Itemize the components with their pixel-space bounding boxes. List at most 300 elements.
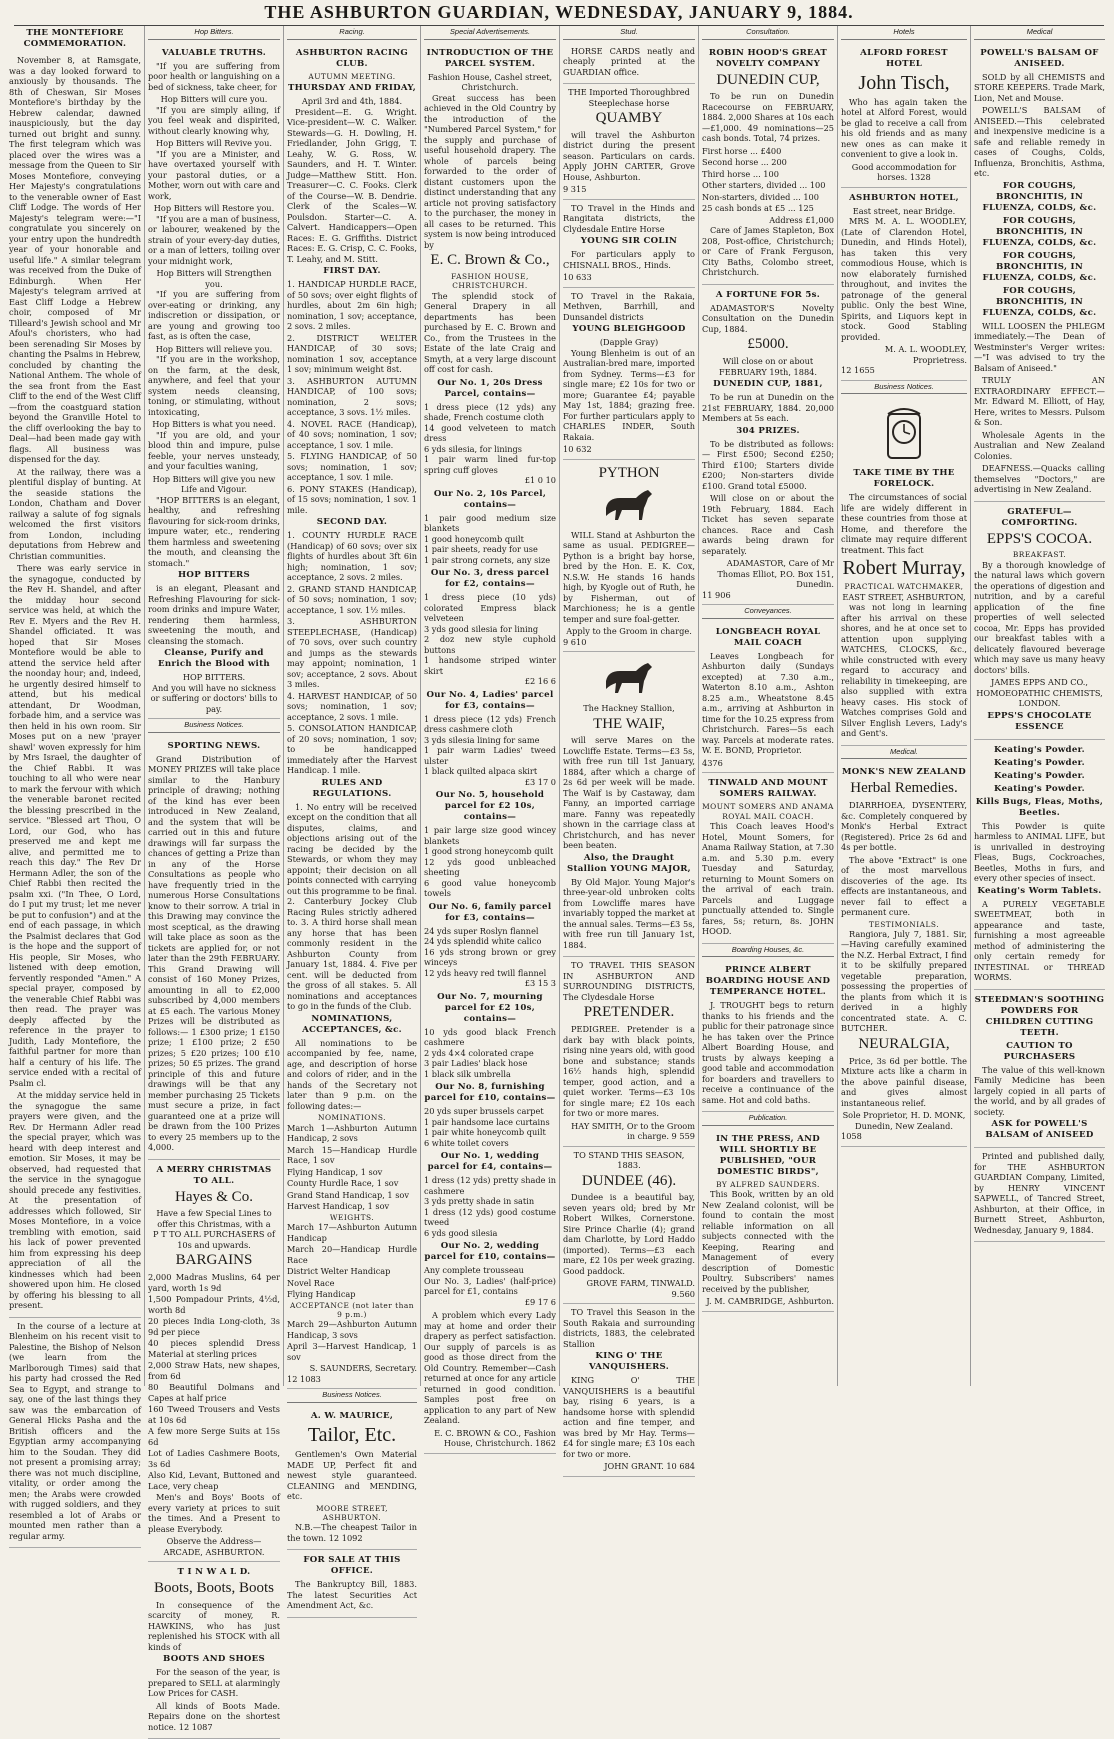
nomination-entry: County Hurdle Race, 1 sov	[287, 1178, 399, 1189]
ad-line: This Coach leaves Hood's Hotel, Mount Somers, for Anama Railway Station, at 7.30 a.m. and 5.30 p.m. every Tuesday and Saturday, returning to Mount Somers on the arrival of each train. Parcels and Luggage punctually attended to. Single fares, 5s; return, 8s. JOHN HOOD.	[702, 821, 834, 937]
ad-title: KING O' THE VANQUISHERS.	[588, 1351, 670, 1373]
ad-line: (Dapple Gray)	[599, 337, 659, 348]
ad-title: YOUNG BLEIGHGOOD	[572, 324, 686, 335]
ad-line: Hop Bitters is what you need.	[152, 419, 276, 430]
vanquishers-ad	[563, 1304, 695, 1477]
masthead-title: THE ASHBURTON GUARDIAN, WEDNESDAY, JANUARY 9, 1884.	[264, 2, 854, 22]
parcel-total: £9 17 6	[524, 1296, 556, 1307]
parcel-offer	[424, 568, 556, 687]
ashburton-hotel-ad	[841, 188, 967, 381]
column-hotels	[838, 26, 971, 1386]
ad-line: DIARRHOEA, DYSENTERY, &c. Completely conquered by Monk's Herbal Extract (Registered). Price 2s 6d and 4s per bottle.	[841, 800, 967, 852]
ad-line: E. C. BROWN & CO., Fashion House, Christchurch. 1862	[434, 1427, 556, 1449]
parcel-item: 24 yds super Roslyn flannel	[424, 925, 539, 936]
parcel-list	[424, 378, 556, 1308]
parcel-offer	[424, 1151, 556, 1238]
ad-line: RULES AND REGULATIONS.	[312, 777, 392, 799]
coach-ad	[702, 622, 834, 774]
ad-line: BREAKFAST.	[1012, 550, 1067, 560]
pretender-ad	[563, 957, 695, 1146]
weights-entry: Flying Handicap	[287, 1289, 356, 1299]
ad-line: GRATEFUL—COMFORTING.	[1001, 506, 1078, 528]
imprint-text: Printed and published daily, for THE ASHBURTON GUARDIAN Company, Limited, by HENRY VINCENT SAPWELL, of Tancred Street, Ashburton, at their Office, in Burnett Street, Ashburton, Wednesday, January 9, 1884.	[974, 1151, 1105, 1235]
ad-line: THE Imported Thoroughbred Steeplechase horse	[568, 87, 690, 108]
ad-title: Tailor, Etc.	[307, 1424, 397, 1447]
ad-line: JOHN GRANT. 10 684	[604, 1461, 695, 1472]
ad-line: is an elegant, Pleasant and Refreshing Flavouring for sick-room drinks and impure Water, rendering them harmless, sweetening the mouth, and cleansing the stomach.	[148, 583, 280, 646]
waif-ad	[563, 652, 695, 957]
ad-line: "HOP BITTERS is an elegant, healthy, and refreshing flavouring for sick-room drinks, impure water, etc., rendering them harmless and sweetening the mouth, and cleansing the stomach."	[148, 494, 280, 568]
parcel-item: 1 handsome striped winter skirt	[424, 655, 556, 676]
parcel-item: 1 dress piece (12 yds) any shade, French costume cloth	[424, 401, 556, 423]
ad-line: HAY SMITH, Or to the Groom in charge. 9 559	[571, 1120, 695, 1142]
nominations-list	[287, 1123, 417, 1212]
parcel-item: 1 black quilted alpaca skirt	[424, 766, 538, 777]
ad-title: LONGBEACH ROYAL MAIL COACH	[715, 626, 821, 648]
ad-line: Will close on or about FEBRUARY 19th, 1884.	[719, 356, 817, 377]
ad-line: will serve Mares on the Lowcliffe Estate. Terms—£3 5s, with free run till 1st January, 1884, after which a charge of 2s 6d per week will be made. The Waif is by Castaway, dam Fanny, an imported carriage mare. Fanny was repeatedly shown in the carriage class at Christchurch, and has never been beaten.	[563, 735, 695, 851]
parcel-item: 3 yds silesia lining for same	[424, 734, 540, 745]
race-entry: 1. COUNTY HURDLE RACE (Handicap) of 60 sovs; over six flights of hurdles about 3ft 6in high; nomination, 1 sov; acceptance, 2 sovs. 2 miles.	[287, 530, 417, 583]
ad-line: Young Blenheim is out of an Australian-bred mare, imported from Sydney. Terms—£3 for single mare; £2 10s for two or more; Guarantee £4; payable May 1st, 1884; grazing free. For further particulars apply to CHARLES INDER, South Rakaia.	[563, 347, 695, 442]
ad-line: WILL LOOSEN the PHLEGM immediately.—The Dean of Westminster's Verger writes:—"I was advised to try the Balsam of Aniseed."	[974, 320, 1105, 373]
tailor-ad	[287, 1406, 417, 1550]
ad-title: ASHBURTON RACING CLUB.	[295, 47, 409, 69]
ad-line: To be distributed as follows:— First £500; Second £250; Third £100; Starters divide £200; Non-starters divide £100. Grand total £5000.	[702, 438, 834, 491]
race-entry: 6. PONY STAKES (Handicap), of 15 sovs; nomination, 1 sov. 1 mile.	[287, 483, 417, 515]
parcel-item: 1 black silk umbrella	[424, 1068, 511, 1079]
ad-line: 1058	[841, 1131, 862, 1142]
ad-line: FOR COUGHS, BRONCHITIS, IN FLUENZA, COLDS, &c.	[982, 250, 1097, 283]
prize-entry: Other starters, divided ... 100	[702, 180, 826, 191]
race-entry: 5. CONSOLATION HANDICAP, of 20 sovs; nomination, 1 sov; to be handicapped immediately after the Harvest Handicap. 1 mile.	[287, 723, 417, 776]
ad-line: A problem which every Lady may at home and order their drapery as perfect satisfaction. Our supply of parcels is as good as those direct from the Old Country. Remember—Cash returned at once for any article returned in good condition. Samples post free on application to any part of New Zealand.	[424, 1310, 556, 1426]
ad-line: MOUNT SOMERS AND ANAMA ROYAL MAIL COACH.	[702, 802, 834, 821]
ad-line: "If you are suffering from poor health or languishing on a bed of sickness, take cheer, for	[148, 60, 280, 92]
ad-line: John Tisch,	[858, 71, 950, 94]
parcel-item: 1 dress piece (12 yds) French dress cashmere cloth	[424, 713, 556, 735]
parcel-item: Any complete trousseau	[424, 1265, 524, 1276]
ad-line: The Hackney Stallion,	[583, 703, 675, 714]
ad-line: Hop Bitters will Restore you.	[153, 203, 275, 214]
parcel-item: 1 good strong honeycomb quilt	[424, 846, 554, 857]
ad-line: AUTUMN MEETING.	[308, 71, 396, 81]
horse-engraving-icon	[598, 659, 660, 699]
race-entry: 5. FLYING HANDICAP, of 50 sovs; nomination, 1 sov; acceptance, 1 sov. 1 mile.	[287, 451, 417, 483]
ad-line: T I N W A L D.	[177, 1567, 251, 1578]
ad-line: BOOTS AND SHOES	[162, 1654, 266, 1665]
bargain-item: 80 Beautiful Dolmans and Capes at half price	[148, 1382, 280, 1403]
ad-title: SPORTING NEWS.	[167, 740, 261, 751]
parcel-item: 6 white toilet covers	[424, 1137, 509, 1148]
nomination-entry: Flying Handicap, 1 sov	[287, 1166, 383, 1177]
tinwald-railway-ad	[702, 773, 834, 943]
ad-line: FOR COUGHS, BRONCHITIS, IN FLUENZA, COLDS, &c.	[982, 215, 1097, 248]
ad-title: ROBIN HOOD'S GREAT NOVELTY COMPANY	[708, 47, 828, 69]
ad-line: DEAFNESS.—Quacks calling themselves "Doctors," are advertising in New Zealand.	[974, 463, 1105, 495]
ad-title: Herbal Remedies.	[850, 780, 958, 797]
parcel-total: £2 16 6	[524, 676, 556, 687]
parcel-item: 1 dress piece (10 yds) colorated Empress black velveteen	[424, 592, 556, 624]
ad-title: TAKE TIME BY THE FORELOCK.	[853, 468, 955, 490]
ad-line: For the season of the year, is prepared to SELL at alarmingly Low Prices for CASH.	[148, 1667, 280, 1699]
watchmaker-ad	[841, 397, 967, 745]
weights-entry: March 17—Ashburton Autumn Handicap	[287, 1222, 417, 1243]
ad-line: DUNEDIN CUP,	[716, 71, 820, 88]
bargain-list	[148, 1272, 280, 1491]
ad-line: PEDIGREE. Pretender is a dark bay with black points, rising nine years old, with good bone and substance; stands 16½ hands high, splendid temper, good action, and a quiet worker. Terms—£3 10s for single mare; £2 10s each for two or more mares.	[563, 1024, 695, 1119]
prize-entry: First horse ... £400	[702, 145, 782, 156]
boots-ad	[148, 1562, 280, 1739]
ad-line: M. A. L. WOODLEY, Proprietress.	[884, 344, 967, 365]
ad-line: J. TROUGHT begs to return thanks to his friends and the public for their patronage since he has taken over the Prince Albert Boarding House, and trusts by always keeping a good table and accommodation for boarders and travellers to receive a continuance of the same. Hot and cold baths.	[702, 1000, 834, 1105]
race-entry: 4. NOVEL RACE (Handicap), of 40 sovs; nomination, 1 sov; acceptance, 1 sov. 1 mile.	[287, 418, 417, 450]
ad-line: Fashion House, Cashel street, Christchurch.	[427, 71, 553, 93]
ad-title: PRETENDER.	[583, 1004, 675, 1021]
ad-line: FOR COUGHS, BRONCHITIS, IN FLUENZA, COLDS, &c.	[982, 180, 1097, 213]
ad-line: ADAMASTOR, Care of Mr Thomas Elliot, P.O. Box 151, Dunedin.	[717, 558, 834, 590]
powell-balsam-ad	[974, 43, 1105, 502]
ad-line: TO STAND THIS SEASON, 1883.	[573, 1149, 685, 1171]
parcel-total: £1 0 10	[524, 475, 556, 486]
parcel-offer	[424, 489, 556, 566]
ad-title: STEEDMAN'S SOOTHING POWDERS FOR CHILDREN CUTTING TEETH.	[974, 994, 1105, 1038]
ad-line: POWELL'S BALSAM of ANISEED.—This celebrated and inexpensive medicine is a safe and reliable remedy in cases of Coughs, Colds, Influenza, Bronchitis, Asthma, etc.	[974, 105, 1105, 179]
bargain-item: 2,000 Straw Hats, new shapes, from 6d	[148, 1360, 280, 1381]
nomination-entry: Harvest Handicap, 1 sov	[287, 1201, 390, 1212]
parcel-item: 1 pair large size good wincey blankets	[424, 825, 556, 846]
parcel-item: 1 pair warm lined fur-top spring cuff gloves	[424, 454, 556, 475]
ad-line: TO Travel in the Hinds and Rangitata districts, the Clydesdale Entire Horse	[563, 202, 695, 234]
prize-entry: Third horse ... 100	[702, 168, 779, 179]
keating-line: Keating's Powder.	[994, 757, 1085, 768]
acceptance-entry: March 29—Ashburton Autumn Handicap, 3 sovs	[287, 1319, 417, 1340]
column-heading: Business Notices.	[287, 1389, 417, 1403]
ad-line: 12 1083	[287, 1373, 321, 1384]
ad-line: 10 632	[563, 444, 592, 455]
parcel-item: 6 yds good silesia	[424, 1227, 498, 1238]
column-heading: Racing.	[287, 26, 417, 40]
parcel-title: Our No. 8, furnishing parcel for £10, contains—	[424, 1082, 556, 1104]
parcel-item: 1 pair sheets, ready for use	[424, 544, 538, 555]
ad-title: VALUABLE TRUTHS.	[161, 47, 267, 58]
ad-line: And you will have no sickness or suffering or doctors' bills to pay.	[150, 682, 278, 714]
parcel-item: 2 yds 4×4 colorated crape	[424, 1047, 534, 1058]
parcel-item: 1 good honeycomb quilt	[424, 533, 524, 544]
sporting-ad	[148, 736, 280, 1160]
column-heading: Medical	[974, 26, 1105, 40]
column-hop-bitters	[145, 26, 284, 1732]
ad-line: Cleanse, Purify and Enrich the Blood with	[158, 648, 270, 670]
nomination-entry: March 15—Handicap Hurdle Race, 1 sov	[287, 1144, 417, 1166]
parcel-item: 1 pair warm Ladies' tweed ulster	[424, 745, 556, 766]
ad-line: Hop Bitters will give you new Life and Vigour.	[152, 473, 276, 495]
parcel-title: Our No. 7, mourning parcel for £2 10s, contains—	[437, 991, 543, 1024]
ad-line: To be run at Dunedin on the 21st FEBRUARY, 1884. 20,000 Members at 5s each.	[702, 392, 834, 424]
parcel-item: 3 yds good silesia for lining	[424, 623, 539, 634]
ad-line: Observe the Address— ARCADE, ASHBURTON.	[163, 1536, 265, 1557]
ad-line: TO Travel this Season in the South Rakaia and surrounding districts, 1883, the celebrated Stallion	[563, 1307, 695, 1349]
ad-line: TO TRAVEL THIS SEASON IN ASHBURTON AND SURROUNDING DISTRICTS, The Clydesdale Horse	[563, 960, 695, 1002]
article-body	[9, 1318, 141, 1549]
monk-remedies-ad	[841, 762, 967, 1146]
horse-engraving-icon	[598, 486, 660, 526]
racing-ad	[287, 43, 417, 1390]
ad-line: President—E. G. Wright. Vice-president—W. C. Walker. Stewards—G. H. Dowling, H. Friedlander, John Grigg, T. Leahy, W. G. Ross, W. Saunders, and H. T. Winter. Judge—Matthew Stitt. Hon. Treasurer—C. C. Fooks. Clerk of the Course—W. B. Dendrie. Clerk of the Scales—W. Poulsdon. Starter—C. A. Calvert. Handicappers—Open Races: E. G. Griffiths. District Races: E. G. Crisp, C. C. Fooks, T. Leahy, and M. Stitt.	[287, 106, 417, 264]
ad-line: THURSDAY AND FRIDAY,	[287, 83, 417, 94]
sir-colin-ad	[563, 200, 695, 288]
ad-line: 304 PRIZES.	[736, 425, 800, 436]
parcel-title: Our No. 3, dress parcel for £2, contains—	[430, 568, 550, 590]
hayes-ad	[148, 1160, 280, 1563]
ad-line: "If you are suffering from over-eating or drinking, any indiscretion or dissipation, or are young and growing too fast, as is often the case,	[148, 289, 280, 342]
ad-title: IN THE PRESS, AND WILL SHORTLY BE PUBLISHED, "OUR DOMESTIC BIRDS",	[715, 1133, 821, 1177]
keating-line: Keating's Powder.	[994, 770, 1085, 781]
parcel-title: Our No. 2, wedding parcel for £10, contains—	[424, 1241, 556, 1263]
column-heading: Hop Bitters.	[148, 26, 280, 40]
parcel-title: Our No. 2, 10s Parcel, contains—	[433, 488, 547, 510]
ad-title: POWELL'S BALSAM OF ANISEED.	[980, 47, 1099, 69]
column-consultation	[699, 26, 838, 1386]
bargain-item: 40 pieces splendid Dress Material at sterling prices	[148, 1338, 280, 1359]
ad-line: Will close on or about the 19th February, 1884. Each Ticket has seven separate chances. Race and Cash awards being drawn for separately.	[702, 493, 834, 556]
column-medical	[971, 26, 1108, 1386]
ad-line: DUNEDIN CUP, 1881,	[713, 379, 823, 390]
ad-line: Hop Bitters will relieve you.	[155, 343, 273, 354]
bargain-item: 2,000 Madras Muslins, 64 per yard, worth 1s 9d	[148, 1272, 280, 1293]
paragraph: In the course of a lecture at Blenheim on his recent visit to Palestine, the Bishop of Nelson (we learn from the Marlborough Times) said that his party had crossed the Red Sea to Egypt, and strange to say, one of the last things they saw was the embarcation of General Hicks Pasha and the British officers and the Egyptian army accompanying him to the Soudan. They did not present a promising array; there was not much discipline, vitality, or order among the men; the Arabs were crowded with rugged soldiers, and they resembled a lot of Arabs or mounted men rather than a regular army.	[9, 1320, 141, 1541]
ad-line: Have a few Special Lines to offer this Christmas, with a	[156, 1208, 272, 1229]
ad-line: Address £1,000	[769, 214, 834, 225]
parcel-item: 3 pair Ladies' black hose	[424, 1058, 528, 1069]
ad-line: "If you are a Minister, and have overtaxed yourself with your pastoral duties, or a Mother, worn out with care and work,	[148, 148, 280, 201]
column-heading: Boarding Houses, &c.	[702, 944, 834, 958]
ad-line: ADAMASTOR'S Novelty Consultation on the Dunedin Cup, 1884.	[702, 302, 834, 334]
hop-bitters-ad	[148, 43, 280, 720]
prize-entry: 25 cash bonds at £5 ... 125	[702, 203, 814, 214]
ad-line: This Powder is quite harmless to ANIMAL LIFE, but is unrivalled in destroying Fleas, Bugs, Cockroaches, Beetles, Moths in furs, and every other species of insect.	[974, 820, 1105, 884]
parcel-item: 16 yds strong brown or grey winceys	[424, 946, 556, 968]
parcel-offer	[424, 902, 556, 989]
ad-line: Robert Murray,	[842, 557, 966, 580]
ad-line: WEIGHTS.	[329, 1212, 375, 1222]
parcel-title: Our No. 5, household parcel for £2 10s, contains—	[435, 790, 545, 823]
ad-line: Care of James Stapleton, Box 208, Post-office, Christchurch; or Care of Frank Ferguson, City Baths, Colombo street, Christchurch.	[702, 225, 834, 278]
column-heading: Publication.	[702, 1112, 834, 1126]
parcel-item: 14 good velveteen to match dress	[424, 422, 556, 444]
ad-line: Good accommodation for horses. 1328	[851, 161, 957, 183]
parcel-item: 1 dress (12 yds) pretty shade in cashmere	[424, 1175, 556, 1196]
ad-line: Hop Bitters will Strengthen you.	[156, 268, 272, 289]
column-heading: Consultation.	[702, 26, 834, 40]
ad-line: MRS M. A. L. WOODLEY, (Late of Clarendon Hotel, Dunedin, and Hinds Hotel), has taken this very commodious House, which is now elaborately furnished throughout, and invites the patronage of the general public. Only the best Wine, Spirits, and Liquors kept in stock. Good Stabling provided.	[841, 216, 967, 342]
parcel-item: 12 yds heavy red twill flannel	[424, 967, 547, 978]
parcel-item: Our No. 3, Ladies' (half-price) parcel for £1, contains	[424, 1275, 556, 1297]
parcel-title: Our No. 1, wedding parcel for £4, contains—	[427, 1151, 553, 1173]
ad-title: Keating's Worm Tablets.	[977, 885, 1102, 896]
ad-title: YOUNG SIR COLIN	[580, 236, 678, 247]
ad-line: Also, the Draught Stallion YOUNG MAJOR,	[567, 852, 691, 874]
paragraph: November 8, at Ramsgate, was a day looked forward to anxiously by thousands. The 8th of Cheswan, Sir Moses Montefiore's birthday by the Hebrew calendar, dawned inauspiciously, but the day turned out bright and sunny. The first telegram which was placed over the wires was a message from the Queen to Sir Moses Montefiore, conveying Her Majesty's congratulations to the venerable owner of East Cliff Lodge. The words of Her Majesty's telegram were:—"I congratulate you sincerely on your entry upon the hundredth year of your honorable and useful life." A similar telegram was received from the Duke of Edinburgh. When Her Majesty's telegram arrived at East Cliff Lodge a Hebrew choir, composed of Mr Tilleard's Jewish school and Mr Afoul's choristers, who had been serenading Sir Moses by chanting the Psalms in Hebrew, concluded by chanting the National Anthem. The whole of the sea front from the East Cliff to the end of the West Cliff—from the coastguard station beyond the Granville Hotel to the cliff overlooking the bay to Deal—had been made gay with flags. All business was dispensed for the day.	[9, 55, 141, 464]
ad-line: Men's and Boys' Boots of every variety at prices to suit the times. And a Present to please Everybody.	[148, 1492, 280, 1534]
ad-title: DUNDEE (46).	[581, 1172, 677, 1189]
column-heading: Hotels	[841, 26, 967, 40]
ad-line: A. W. MAURICE,	[310, 1411, 394, 1422]
ad-line: Price, 3s 6d per bottle. The Mixture acts like a charm in the above painful disease, and gives almost instantaneous relief.	[841, 1055, 967, 1108]
bargain-item: Lot of Ladies Cashmere Boots, 3s 6d	[148, 1448, 280, 1469]
ad-line: 4376	[702, 757, 723, 768]
ad-title: FOR SALE AT THIS OFFICE.	[303, 1555, 401, 1577]
bargain-item: 160 Tweed Trousers and Vests at 10s 6d	[148, 1404, 280, 1425]
ad-line: Leaves Longbeach for Ashburton daily (Sundays excepted) at 7.30 a.m., Waterton 8.10 a.m., Ashton 8.25 a.m., Wheatstone 8.45 a.m., arriving at Ashburton in time for the 10.25 express from Christchurch. Fares—5s each way. Parcels at moderate rates. W. E. BOND, Proprietor.	[702, 650, 834, 756]
ad-line: 1. No entry will be received except on the condition that all disputes, claims, and objections arising out of the racing be decided by the Stewards, or whom they may appoint; their decision on all points connected with carrying out this programme to be final. 2. Canterbury Jockey Club Racing Rules strictly adhered to. 3. A third horse shall mean any horse that has been commonly resident in the Ashburton County from January 1st, 1884. 4. Five per cent. will be deducted from the gross of all stakes. 5. All nominations and acceptances to go in the funds of the Club.	[287, 801, 417, 1012]
parcel-item: 1 pair good medium size blankets	[424, 512, 556, 534]
parcel-item: 1 pair strong cornets, any size	[424, 554, 551, 565]
ad-line: FASHION HOUSE, CHRISTCHURCH.	[451, 271, 529, 291]
ad-line: Hop Bitters will Revive you.	[156, 138, 272, 149]
parcel-item: 20 yds super brussels carpet	[424, 1106, 544, 1117]
ad-line: FOR COUGHS, BRONCHITIS, IN FLUENZA, COLDS, &c.	[982, 285, 1097, 318]
epps-cocoa-ad	[974, 502, 1105, 740]
column-racing	[284, 26, 421, 1611]
keating-line: Keating's Powder.	[994, 783, 1085, 794]
horse-cards-ad	[563, 43, 695, 85]
ad-line: To be run on Dunedin Racecourse on FEBRUARY, 1884. 2,000 Shares at 10s each—£1,000. 49 nominations—25 cash bonds. Total, 74 prizes.	[702, 91, 834, 144]
keatings-powder-ad	[974, 740, 1105, 990]
parcel-system-ad	[424, 43, 556, 1454]
keating-line: Keating's Powder.	[994, 744, 1085, 755]
race-list	[287, 279, 417, 515]
ad-line: For particulars apply to CHISNALL BROS., Hinds.	[563, 249, 695, 270]
ad-line: The splendid stock of General Drapery in all departments has been purchased by E. C. Brown and Co., from the Trustees in the Estate of the late Craig and Smyth, at a very large discount off cost for cash.	[424, 290, 556, 375]
parcel-offer	[424, 690, 556, 788]
ad-title: Boots, Boots, Boots	[153, 1580, 275, 1597]
alford-hotel-ad	[841, 43, 967, 188]
parcel-offer	[424, 378, 556, 486]
bargain-item: A few more Serge Suits at 15s 6d	[148, 1426, 280, 1447]
column-heading: Medical.	[841, 746, 967, 760]
ad-line: Hop Bitters will cure you.	[160, 94, 268, 105]
ad-title: INTRODUCTION OF THE PARCEL SYSTEM.	[426, 47, 554, 69]
ad-line: ASK for POWELL'S BALSAM of ANISEED	[985, 1119, 1094, 1141]
nomination-entry: March 1—Ashburton Autumn Handicap, 2 sovs	[287, 1122, 417, 1144]
ad-line: HOP BITTERS	[177, 570, 251, 581]
ad-line: TESTIMONIALS.	[868, 919, 940, 929]
fortune-ad	[702, 285, 834, 605]
bargain-item: 20 pieces India Long-cloth, 3s 9d per piece	[148, 1316, 280, 1337]
ad-title: EPPS'S COCOA.	[986, 530, 1093, 547]
column-heading: Special Advertisements.	[424, 26, 556, 40]
ad-line: J. M. CAMBRIDGE, Ashburton.	[706, 1296, 834, 1307]
ad-line: CAUTION TO PURCHASERS	[1003, 1040, 1076, 1062]
ad-line: EAST STREET, ASHBURTON,	[842, 591, 966, 602]
ad-line: TO Travel in the Rakaia, Methven, Barrhill, and Dunsandel districts	[563, 290, 695, 322]
ad-title: Hayes & Co.	[175, 1188, 253, 1205]
ad-line: All nominations to be accompanied by fee, name, age, and description of horse and colors of rider, and in the hands of the Secretary not later than 9 p.m. on the following dates:—	[287, 1037, 417, 1111]
parcel-offer	[424, 992, 556, 1080]
ad-title: THE WAIF,	[593, 715, 665, 732]
ad-line: Who has again taken the hotel at Alford Forest, would be glad to receive a call from his old friends and as many new ones as can make it convenient to give a look in.	[841, 96, 967, 160]
paragraph: There was early service in the synagogue, conducted by the Rev H. Shandel, and after the midday hour second service was held, at which the Rev E. Myers and the Rev H. Shandel officiated. It was hoped that Sir Moses Montefiore would be able to attend the service held after the noonday hour; and, indeed, he urgently desired himself to attend, but his medical attendant, Dr Woodman, forbade him, and a service was then held in his own room. Sir Moses put on a new 'prayer shawl' woven expressly for him by Mrs Israel, the daughter of the Chief Rabbi. It was touching to all who were near to mark the fervour with which the venerable baronet recited the blessing prescribed in the service. "Blessed art Thou, O Lord, our God, who has preserved me and kept me alive, and permitted me to reach this day." The Rev Dr Hermann Adler, the son of the Chief Rabbi then recited the psalm xxi. ("In Thee, O Lord, do I put my trust; let me never be put to confusion") and at the end of each passage, in which the Psalmist declares that God is the hope and the support of His people, Sir Moses, who listened with deep emotion, fervently responded "Amen." A special prayer, composed by the venerable Chief Rabbi was then read. The prayer was deeply affected by the reference in the prayer to Judith, Lady Montefiore, the faithful partner for more than half a century of his life. The service ended with a recital of Psalm cl.	[9, 563, 141, 1088]
parcel-title: Our No. 4, Ladies' parcel for £3, contains—	[426, 689, 554, 711]
ad-line: The value of this well-known Family Medicine has been largely copied in all parts of the world, and by all grades of society.	[974, 1064, 1105, 1117]
ad-line: JAMES EPPS AND CO., HOMOEOPATHIC CHEMISTS, LONDON.	[976, 677, 1103, 709]
column-heading: Business Notices.	[148, 719, 280, 733]
race-entry: 1. HANDICAP HURDLE RACE, of 50 sovs; over eight flights of hurdles, about 2m 6in high; nomination, 1 sov; acceptance, 2 sovs. 2 miles.	[287, 279, 417, 332]
ad-line: TRULY AN EXTRAORDINARY EFFECT.—Mr. Edward M. Elliott, of Hay, Here, writes to Messrs. Pulsom & Son.	[974, 375, 1105, 428]
ad-line: P T TO ALL PURCHASERS of 10s and upwards.	[152, 1229, 275, 1250]
paragraph: At the railway, there was a plentiful display of bunting. At the seaside stations the London, Chatham and Dover railway a salute of fog signals welcomed the first visitors from London, including deputations from Hebrew and Christian communities.	[9, 466, 141, 561]
ad-line: The Bankruptcy Bill, 1883. The latest Securities Act Amendment Act, &c.	[287, 1579, 417, 1611]
ad-line: NOMINATIONS.	[318, 1113, 386, 1123]
ad-line: A MERRY CHRISTMAS TO ALL.	[156, 1164, 272, 1186]
ad-line: BARGAINS	[175, 1252, 253, 1269]
column-news	[6, 26, 145, 1541]
ad-line: SECOND DAY.	[316, 517, 388, 528]
race-list	[287, 530, 417, 776]
race-entry: 2. GRAND STAND HANDICAP, of 50 sovs; nomination, 1 sov; acceptance, 1 sov. 1½ miles.	[287, 583, 417, 615]
robin-hood-ad	[702, 43, 834, 285]
parcel-total: £3 17 0	[524, 776, 556, 787]
ad-line: HORSE CARDS neatly and cheaply printed at the GUARDIAN office.	[563, 45, 695, 77]
parcel-item: 12 yds good unbleached sheeting	[424, 856, 556, 878]
parcel-item: 10 yds good black French cashmere	[424, 1026, 556, 1048]
prize-entry: Non-starters, divided ... 100	[702, 191, 819, 202]
ad-line: All kinds of Boots Made. Repairs done on the shortest notice. 12 1087	[148, 1700, 280, 1732]
paragraph: At the midday service held in the synagogue the same prayers were given, and the Rev. Dr Hermann Adler read the special prayer, which was heard with deep interest and emotion. Sir Moses, it may be observed, had requested that the service in the synagogue should precede any festivities. At the presentation of addresses which followed, Sir Moses Montefiore, in a voice trembling with emotion, said his lack of power prevented him from expressing his deep appreciation of all the kindnesses which had been showered upon him. He closed by offering his blessing to all present.	[9, 1090, 141, 1310]
dundee-ad	[563, 1147, 695, 1305]
imprint	[974, 1148, 1105, 1242]
ad-line: By a thorough knowledge of the natural laws which govern the operations of digestion and nutrition, and by a careful application of the fine properties of well selected cocoa, Mr. Epps has provided our breakfast tables with a delicately flavoured beverage which may save us many heavy doctors' bills.	[974, 559, 1105, 675]
ad-line: HOP BITTERS.	[182, 672, 246, 683]
ad-line: MOORE STREET, ASHBURTON.	[315, 1503, 389, 1522]
parcel-offer	[424, 1241, 556, 1307]
ad-title: E. C. Brown & Co.,	[430, 252, 550, 269]
ad-line: By Old Major. Young Major's three-year-old unbroken colts from Lowcliffe mares have invariably topped the market at the annual sales. Terms—£3 5s, with free run till January 1st, 1884.	[563, 876, 695, 950]
parcel-offer	[424, 1082, 556, 1148]
race-entry: 4. HARVEST HANDICAP, of 50 sovs; nomination, 1 sov; acceptance, 2 sovs. 1 mile.	[287, 690, 417, 722]
ad-line: The above "Extract" is one of the most marvellous discoveries of the age. Its effects are instantaneous, and never fail to effect a permanent cure.	[841, 854, 967, 917]
ad-title: TINWALD AND MOUNT SOMERS RAILWAY.	[708, 778, 828, 800]
ad-line: NOMINATIONS, ACCEPTANCES, &c.	[302, 1013, 402, 1035]
ad-line: Grand Distribution of MONEY PRIZES will take place similar to the Hanbury principle of drawing; nothing of the kind has ever been introduced in New Zealand, and the system that will be carried out in this and future drawings will far surpass the chances of getting a Prize than in any of the Horse Consultations as people who have frequently tried in the numerous Horse Consultations know to their sorrow. A trial in this Drawing may convince the most sceptical, as the drawing will take place as soon as the tickets are applied for, or not later than the 29th FEBRUARY. This Grand Drawing will consist of 160 Money Prizes, amounting in all to £2,000 subscribed by 4,000 members at £5 each. The various Money Prizes will be distributed as follows:— 1 £300 prize; 1 £150 prize; 1 £100 prize; 2 £50 prizes; 5 £20 prizes; 100 £10 prizes; 50 £5 prizes. The grand principle of this and future drawings will be that any member purchasing 25 Tickets must secure a prize, in fact guaranteed one at a prize will be drawn from the 100 Prizes to every 25 members up to the 4,000.	[148, 753, 280, 1153]
ad-line: "If you are simply ailing, if you feel weak and dispirited, without clearly knowing why,	[148, 104, 280, 136]
ad-title: ALFORD FOREST HOTEL	[860, 47, 948, 69]
ad-line: "If you are old, and your blood thin and impure, pulse feeble, your nerves unsteady, and your faculties waning,	[148, 429, 280, 472]
acceptance-list	[287, 1319, 417, 1362]
parcel-item: 1 pair white honeycomb quilt	[424, 1127, 546, 1138]
parcel-item: 6 yds silesia, for linings	[424, 443, 522, 454]
ad-line: S. SAUNDERS, Secretary.	[309, 1363, 417, 1374]
nomination-entry: Grand Stand Handicap, 1 sov	[287, 1189, 409, 1200]
ad-line: 10 633	[563, 272, 592, 283]
prize-list	[702, 146, 834, 214]
race-entry: 2. DISTRICT WELTER HANDICAP, of 30 sovs; nomination 1 sov, acceptance 1 sov; minimum weight 8st.	[287, 332, 417, 375]
ad-title: PYTHON	[598, 464, 660, 481]
ad-line: This Book, written by an old New Zealand colonist, will be found to contain the most reliable information on all subjects connected with the Keeping, Rearing and Management of every description of Domestic Poultry. Subscribers' names received by the publisher,	[702, 1189, 834, 1294]
prince-albert-ad	[702, 960, 834, 1112]
ad-line: "If you are a man of business, or labourer, weakened by the strain of your every-day duties, or a man of letters, toiling over your midnight work,	[148, 213, 280, 266]
parcel-item: 1 dress (12 yds) good costume tweed	[424, 1206, 556, 1228]
sale-ad	[287, 1550, 417, 1618]
race-entry: 3. ASHBURTON STEEPLECHASE, (Handicap) of 70 sovs, over such country and jumps as the stewards may appoint; nomination, 1 sov; acceptance, 2 sovs. About 3 miles.	[287, 616, 417, 690]
ad-line: In consequence of the scarcity of money, R. HAWKINS, who has just replenished his STOCK with all kinds of	[148, 1599, 280, 1652]
ad-line: £5000.	[747, 336, 789, 353]
ad-line: April 3rd and 4th, 1884.	[301, 96, 403, 107]
parcel-item: 6 good value honeycomb towels	[424, 877, 556, 899]
acceptance-entry: April 3—Harvest Handicap, 1 sov	[287, 1341, 417, 1362]
article-title: THE MONTEFIORE COMMEMORATION.	[23, 28, 127, 49]
